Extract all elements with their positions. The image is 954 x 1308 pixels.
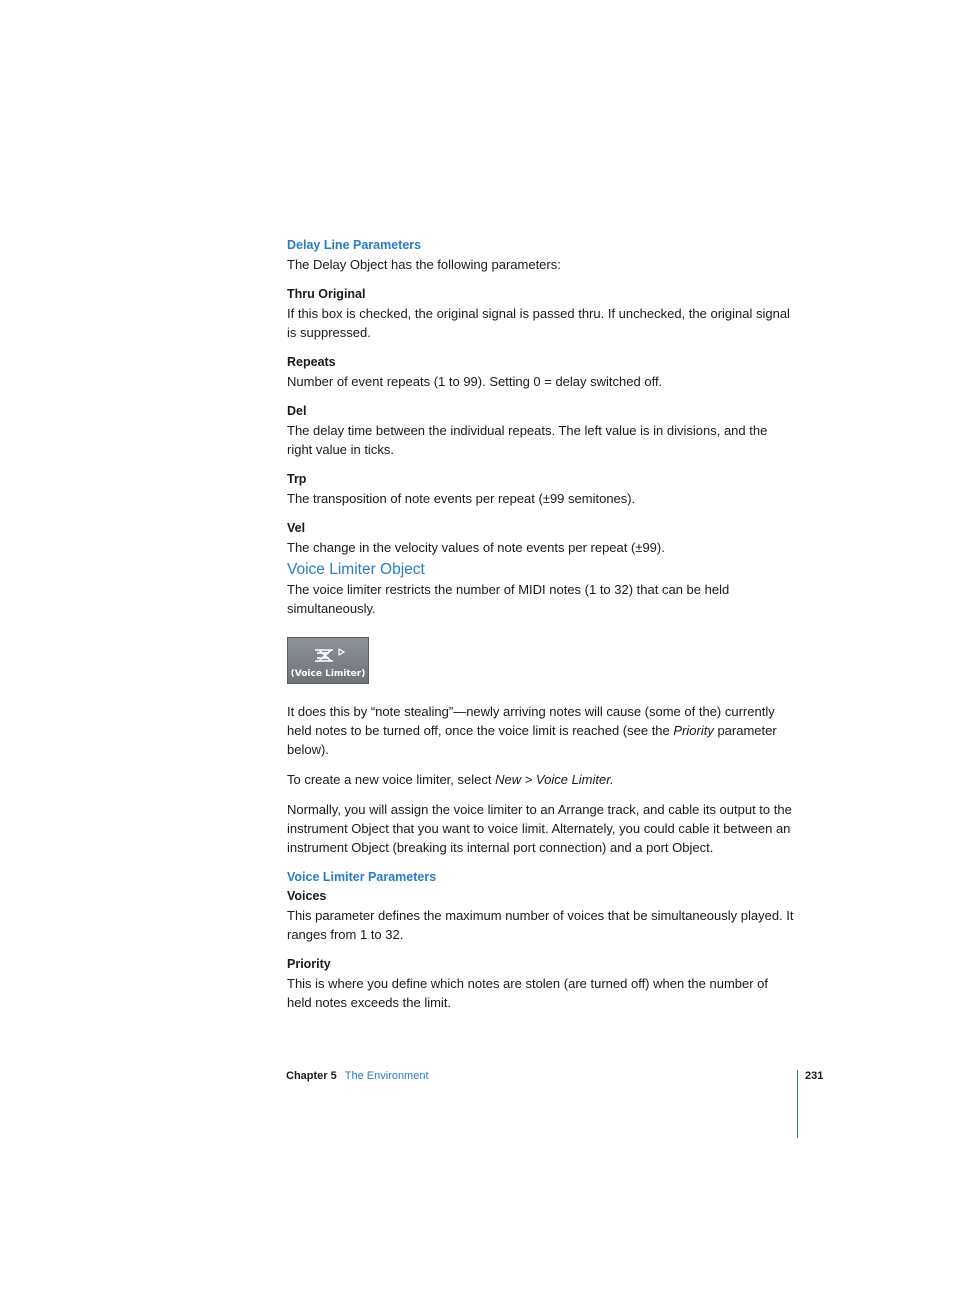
voice-limiter-object-heading: Voice Limiter Object xyxy=(287,561,425,578)
delay-intro: The Delay Object has the following parameters: xyxy=(287,257,561,272)
term-del: Del xyxy=(287,404,307,418)
voice-limiter-para-1: It does this by “note stealing”—newly arriving notes will cause (some of the) currently held notes to be turned off, once the voice limit is reached (see the Priority parameter below). xyxy=(287,704,777,757)
desc-voices: This parameter defines the maximum number of voices that be simultaneously played. It ranges from 1 to 32. xyxy=(287,908,794,942)
term-vel: Vel xyxy=(287,521,306,535)
voice-limiter-para-2: To create a new voice limiter, select New > Voice Limiter. xyxy=(287,772,614,787)
term-thru-original: Thru Original xyxy=(287,287,366,301)
desc-thru-original: If this box is checked, the original signal is passed thru. If unchecked, the original signal is suppressed. xyxy=(287,306,790,340)
page-footer xyxy=(286,1070,429,1082)
term-priority: Priority xyxy=(287,957,331,971)
voice-limiter-intro: The voice limiter restricts the number of MIDI notes (1 to 32) that can be held simultaneously. xyxy=(287,582,730,616)
footer-chapter-title: The Environment xyxy=(344,1070,429,1082)
voice-limiter-parameters-heading: Voice Limiter Parameters xyxy=(287,870,437,884)
voice-limiter-para-3: Normally, you will assign the voice limiter to an Arrange track, and cable its output to the instrument Object that you want to voice limit. Alternately, you could cable it between an instrument Object (breaking its internal port connection) and a port Object. xyxy=(287,802,792,855)
page-content xyxy=(287,236,795,1012)
footer-divider xyxy=(797,1070,798,1138)
page-number: 231 xyxy=(805,1070,824,1082)
desc-trp: The transposition of note events per repeat (±99 semitones). xyxy=(287,491,636,506)
delay-line-parameters-heading: Delay Line Parameters xyxy=(287,238,422,252)
term-repeats: Repeats xyxy=(287,355,336,369)
desc-repeats: Number of event repeats (1 to 99). Setting 0 = delay switched off. xyxy=(287,374,663,389)
desc-del: The delay time between the individual repeats. The left value is in divisions, and the right value in ticks. xyxy=(287,423,768,457)
term-trp: Trp xyxy=(287,472,307,486)
desc-vel: The change in the velocity values of note events per repeat (±99). xyxy=(287,540,665,555)
footer-chapter: Chapter 5 xyxy=(286,1070,337,1082)
voice-limiter-object-figure xyxy=(287,637,369,684)
desc-priority: This is where you define which notes are stolen (are turned off) when the number of held notes exceeds the limit. xyxy=(287,976,769,1010)
figure-label: (Voice Limiter) xyxy=(290,669,366,679)
voice-limiter-icon xyxy=(313,648,347,663)
term-voices: Voices xyxy=(287,889,327,903)
